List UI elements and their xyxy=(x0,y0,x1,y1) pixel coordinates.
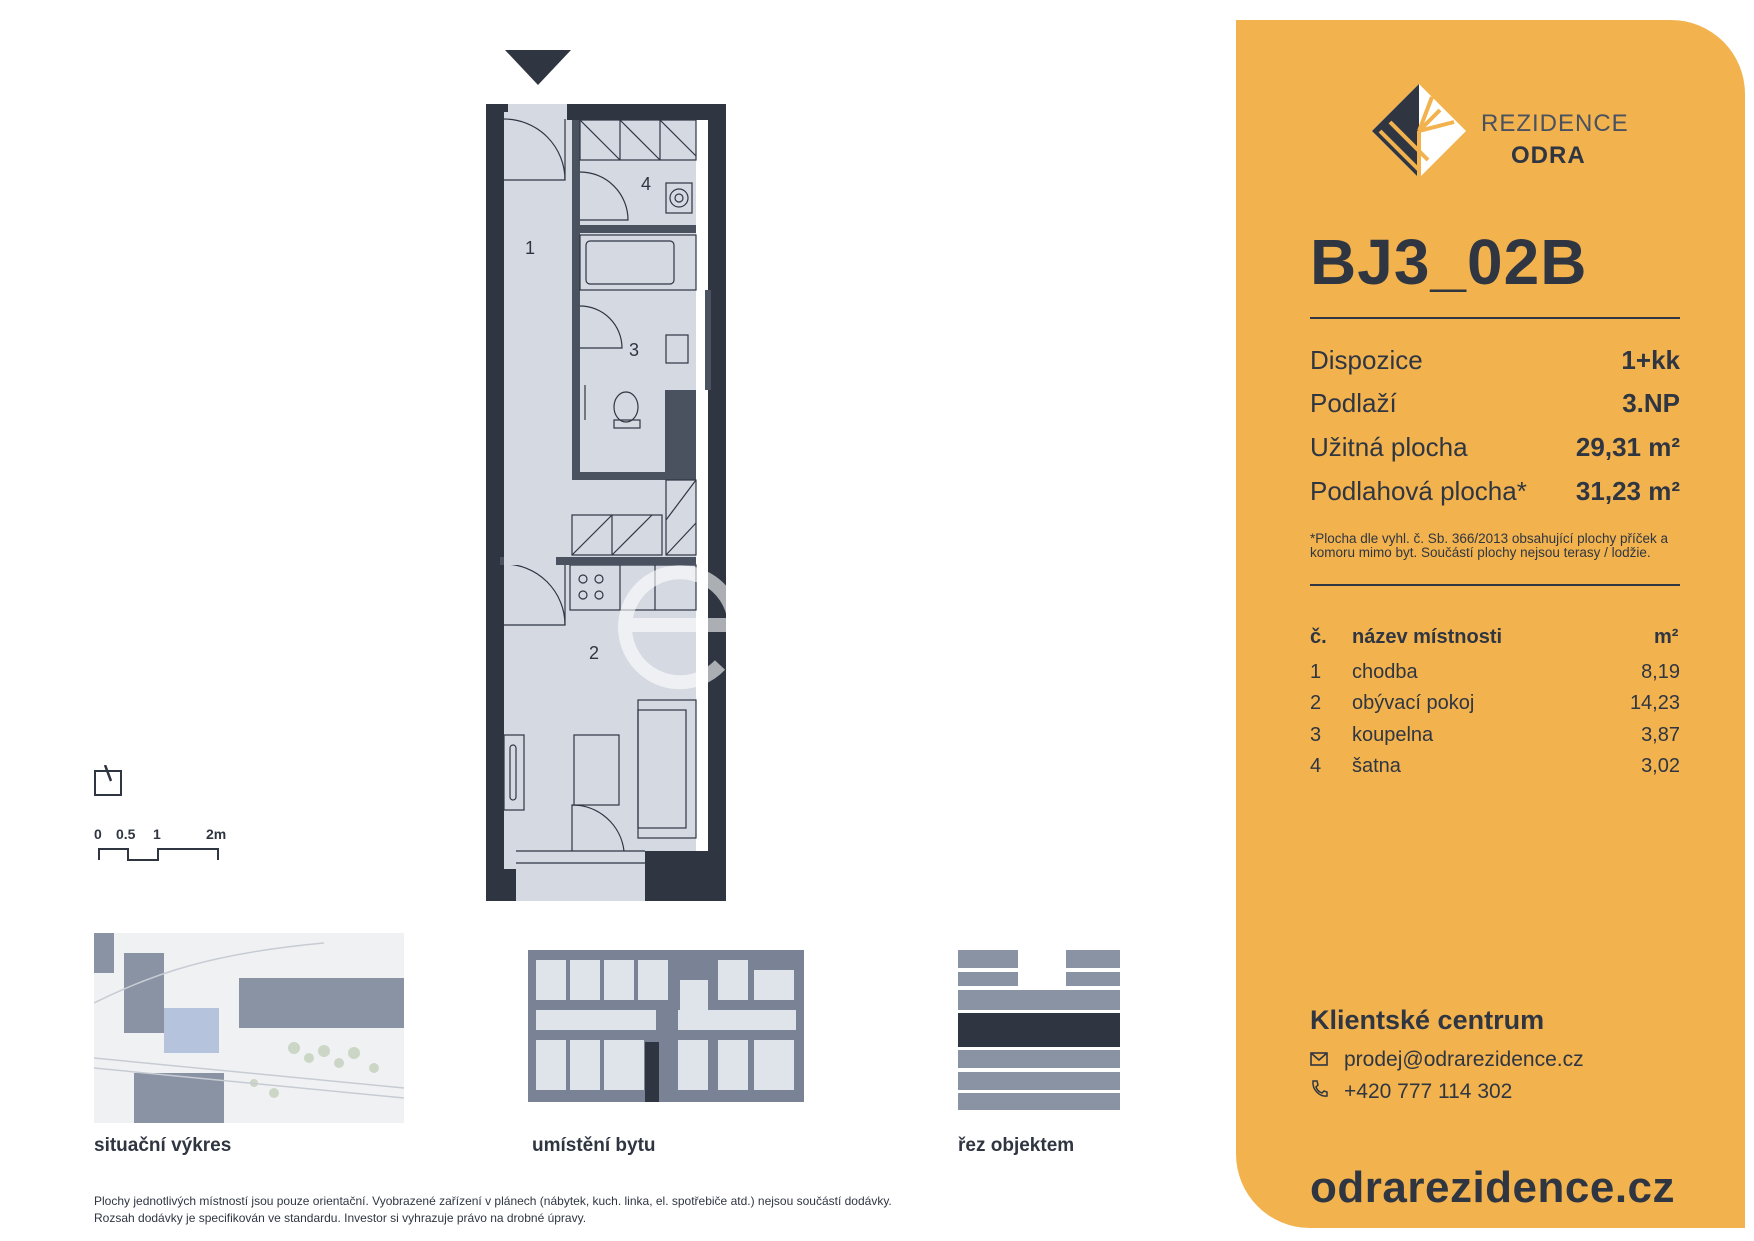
contact-phone xyxy=(1310,1080,1512,1104)
scale-label-05: 0.5 xyxy=(116,826,136,842)
divider-middle xyxy=(1310,584,1680,586)
room-label-4: 4 xyxy=(641,174,652,194)
unit-location-thumbnail xyxy=(528,950,804,1102)
floor-plan xyxy=(480,45,740,905)
scale-label-2m: 2m xyxy=(206,826,227,842)
room-num: 4 xyxy=(1310,755,1322,777)
brand-name-line2: ODRA xyxy=(1511,142,1586,169)
room-label-3: 3 xyxy=(629,340,640,360)
phone-icon xyxy=(1310,1080,1344,1104)
table-header-name: název místnosti xyxy=(1352,626,1503,648)
north-icon xyxy=(93,765,123,802)
scale-bar xyxy=(94,826,244,866)
caption-site-plan: situační výkres xyxy=(94,1135,232,1156)
unit-code: BJ3_02B xyxy=(1310,226,1588,298)
room-num: 2 xyxy=(1310,692,1322,714)
property-value: 31,23 m² xyxy=(1575,476,1680,506)
scale-label-0: 0 xyxy=(94,826,102,842)
room-label-1: 1 xyxy=(525,238,536,258)
caption-section: řez objektem xyxy=(958,1135,1075,1156)
entrance-arrow-icon xyxy=(505,50,571,85)
property-row-disposition xyxy=(1310,345,1680,385)
watermark xyxy=(610,560,760,705)
email-link[interactable]: prodej@odrarezidence.cz xyxy=(1344,1048,1584,1071)
table-row xyxy=(1310,724,1680,756)
envelope-icon xyxy=(1310,1048,1344,1072)
table-row xyxy=(1310,692,1680,724)
room-area: 8,19 xyxy=(1641,661,1680,683)
property-row-floor xyxy=(1310,388,1680,428)
property-value: 1+kk xyxy=(1621,345,1680,375)
area-footnote: *Plocha dle vyhl. č. Sb. 366/2013 obsahující plochy příček a komoru mimo byt. Součástí plochy nejsou terasy / lodžie. xyxy=(1310,531,1668,560)
site-plan-thumbnail xyxy=(94,933,404,1123)
brand-logo-icon xyxy=(1370,82,1468,185)
disclaimer-line-2: Rozsah dodávky je specifikován ve standardu. Investor si vyhrazuje právo na drobné úpravy. xyxy=(94,1211,587,1225)
property-label: Užitná plocha xyxy=(1310,432,1468,462)
room-num: 3 xyxy=(1310,724,1322,746)
room-name: šatna xyxy=(1352,755,1401,777)
room-area: 3,02 xyxy=(1641,755,1680,777)
room-name: obývací pokoj xyxy=(1352,692,1475,714)
brand-name-line1: REZIDENCE xyxy=(1481,110,1629,137)
room-label-2: 2 xyxy=(589,643,600,663)
disclaimer-line-1: Plochy jednotlivých místností jsou pouze orientační. Vyobrazené zařízení v plánech (nábytek, kuch. linka, el. spotřebiče atd.) nejsou součástí dodávky. xyxy=(94,1194,892,1208)
table-header-area: m² xyxy=(1654,626,1679,648)
caption-unit-location: umístění bytu xyxy=(532,1135,656,1156)
property-label: Dispozice xyxy=(1310,345,1423,375)
divider-top xyxy=(1310,317,1680,319)
property-label: Podlaží xyxy=(1310,388,1397,418)
room-name: chodba xyxy=(1352,661,1418,683)
disclaimer xyxy=(94,1193,994,1227)
contact-heading: Klientské centrum xyxy=(1310,1005,1545,1035)
scale-label-1: 1 xyxy=(153,826,161,842)
property-label: Podlahová plocha* xyxy=(1310,476,1527,506)
phone-link[interactable]: +420 777 114 302 xyxy=(1344,1080,1513,1103)
table-header-num: č. xyxy=(1310,626,1327,648)
property-row-usable-area xyxy=(1310,432,1680,472)
section-thumbnail xyxy=(958,950,1120,1110)
contact-email xyxy=(1310,1048,1584,1072)
room-area: 14,23 xyxy=(1629,692,1680,714)
website-link[interactable]: odrarezidence.cz xyxy=(1310,1163,1676,1212)
property-value: 29,31 m² xyxy=(1575,432,1680,462)
room-area: 3,87 xyxy=(1641,724,1680,746)
property-row-floor-area xyxy=(1310,476,1680,516)
info-panel xyxy=(1236,20,1745,1228)
table-row xyxy=(1310,755,1680,787)
property-value: 3.NP xyxy=(1622,388,1680,418)
room-name: koupelna xyxy=(1352,724,1434,746)
table-row xyxy=(1310,661,1680,693)
room-num: 1 xyxy=(1310,661,1322,683)
